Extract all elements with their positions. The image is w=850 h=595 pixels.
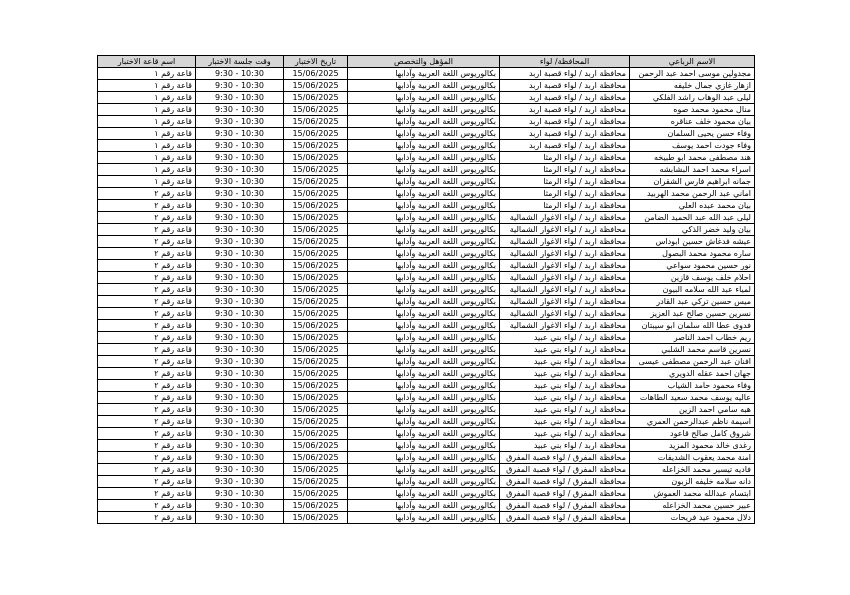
cell-time: 9:30 - 10:30 <box>196 236 284 248</box>
cell-date: 15/06/2025 <box>284 380 348 392</box>
cell-room: قاعة رقم ١ <box>98 68 196 80</box>
cell-name: فاديه تيسير محمد الخزاعله <box>630 464 755 476</box>
cell-room: قاعة رقم ٢ <box>98 236 196 248</box>
cell-date: 15/06/2025 <box>284 260 348 272</box>
table-row <box>98 224 755 236</box>
cell-room: قاعة رقم ٢ <box>98 416 196 428</box>
table-row <box>98 80 755 92</box>
table-row <box>98 212 755 224</box>
cell-governorate: محافظة اربد / لواء الرمثا <box>500 164 630 176</box>
cell-room: قاعة رقم ٢ <box>98 272 196 284</box>
cell-qualification: بكالوريوس اللغة العربية وآدابها <box>348 284 500 296</box>
cell-governorate: محافظة اربد / لواء الاغوار الشمالية <box>500 308 630 320</box>
table-row <box>98 116 755 128</box>
cell-time: 9:30 - 10:30 <box>196 452 284 464</box>
cell-date: 15/06/2025 <box>284 68 348 80</box>
table-row <box>98 200 755 212</box>
table-row <box>98 164 755 176</box>
cell-time: 9:30 - 10:30 <box>196 500 284 512</box>
cell-qualification: بكالوريوس اللغة العربية وآدابها <box>348 440 500 452</box>
cell-name: ازهار غازي جمال خليفه <box>630 80 755 92</box>
cell-room: قاعة رقم ١ <box>98 128 196 140</box>
cell-room: قاعة رقم ٢ <box>98 284 196 296</box>
cell-date: 15/06/2025 <box>284 320 348 332</box>
header-governorate: المحافظة/ لواء <box>500 56 630 68</box>
cell-name: ميس حسين تركي عبد القادر <box>630 296 755 308</box>
cell-time: 9:30 - 10:30 <box>196 68 284 80</box>
cell-room: قاعة رقم ٢ <box>98 260 196 272</box>
cell-time: 9:30 - 10:30 <box>196 440 284 452</box>
cell-time: 9:30 - 10:30 <box>196 152 284 164</box>
table-row <box>98 512 755 524</box>
cell-name: رغدى خالد محمود المزيد <box>630 440 755 452</box>
cell-qualification: بكالوريوس اللغة العربية وآدابها <box>348 464 500 476</box>
table-row <box>98 356 755 368</box>
cell-qualification: بكالوريوس اللغة العربية وآدابها <box>348 224 500 236</box>
cell-governorate: محافظة اربد / لواء قصبة اربد <box>500 140 630 152</box>
cell-qualification: بكالوريوس اللغة العربية وآدابها <box>348 272 500 284</box>
cell-name: ريم خطاب احمد الناصر <box>630 332 755 344</box>
table-row <box>98 104 755 116</box>
table-header-row <box>98 56 755 68</box>
cell-qualification: بكالوريوس اللغة العربية وآدابها <box>348 188 500 200</box>
cell-time: 9:30 - 10:30 <box>196 464 284 476</box>
cell-governorate: محافظة المفرق / لواء قصبة المفرق <box>500 476 630 488</box>
cell-date: 15/06/2025 <box>284 152 348 164</box>
cell-qualification: بكالوريوس اللغة العربية وآدابها <box>348 308 500 320</box>
cell-name: وفاء جودت احمد يوسف <box>630 140 755 152</box>
cell-qualification: بكالوريوس اللغة العربية وآدابها <box>348 488 500 500</box>
cell-name: بيان محمود خلف عناقره <box>630 116 755 128</box>
cell-room: قاعة رقم ١ <box>98 92 196 104</box>
cell-qualification: بكالوريوس اللغة العربية وآدابها <box>348 344 500 356</box>
cell-name: ابتسام عبدالله محمد العموش <box>630 488 755 500</box>
cell-time: 9:30 - 10:30 <box>196 224 284 236</box>
cell-governorate: محافظة اربد / لواء قصبة اربد <box>500 92 630 104</box>
cell-governorate: محافظة اربد / لواء الاغوار الشمالية <box>500 272 630 284</box>
cell-name: اماني عبد الرحمن محمد الهربيد <box>630 188 755 200</box>
cell-room: قاعة رقم ٢ <box>98 188 196 200</box>
cell-time: 9:30 - 10:30 <box>196 332 284 344</box>
cell-governorate: محافظة اربد / لواء الاغوار الشمالية <box>500 260 630 272</box>
cell-room: قاعة رقم ٢ <box>98 464 196 476</box>
cell-date: 15/06/2025 <box>284 104 348 116</box>
cell-room: قاعة رقم ١ <box>98 176 196 188</box>
cell-name: اسيمة ناظم عبدالرحمن العمري <box>630 416 755 428</box>
cell-governorate: محافظة اربد / لواء بني عبيد <box>500 380 630 392</box>
cell-date: 15/06/2025 <box>284 296 348 308</box>
cell-room: قاعة رقم ١ <box>98 80 196 92</box>
cell-qualification: بكالوريوس اللغة العربية وآدابها <box>348 416 500 428</box>
cell-governorate: محافظة اربد / لواء الرمثا <box>500 152 630 164</box>
cell-name: بيان وليد خضر الذكي <box>630 224 755 236</box>
cell-time: 9:30 - 10:30 <box>196 476 284 488</box>
cell-name: ساره محمود محمد البصول <box>630 248 755 260</box>
cell-qualification: بكالوريوس اللغة العربية وآدابها <box>348 236 500 248</box>
cell-room: قاعة رقم ٢ <box>98 344 196 356</box>
cell-date: 15/06/2025 <box>284 404 348 416</box>
cell-qualification: بكالوريوس اللغة العربية وآدابها <box>348 332 500 344</box>
cell-time: 9:30 - 10:30 <box>196 104 284 116</box>
cell-date: 15/06/2025 <box>284 116 348 128</box>
cell-name: اسراء محمد احمد البشابشه <box>630 164 755 176</box>
table-row <box>98 320 755 332</box>
table-row <box>98 284 755 296</box>
cell-time: 9:30 - 10:30 <box>196 92 284 104</box>
table-row <box>98 260 755 272</box>
cell-qualification: بكالوريوس اللغة العربية وآدابها <box>348 500 500 512</box>
cell-time: 9:30 - 10:30 <box>196 212 284 224</box>
cell-qualification: بكالوريوس اللغة العربية وآدابها <box>348 320 500 332</box>
cell-governorate: محافظة اربد / لواء الاغوار الشمالية <box>500 236 630 248</box>
cell-governorate: محافظة اربد / لواء بني عبيد <box>500 356 630 368</box>
cell-room: قاعة رقم ٢ <box>98 500 196 512</box>
cell-time: 9:30 - 10:30 <box>196 188 284 200</box>
cell-governorate: محافظة اربد / لواء الرمثا <box>500 176 630 188</box>
cell-date: 15/06/2025 <box>284 368 348 380</box>
cell-room: قاعة رقم ٢ <box>98 332 196 344</box>
cell-time: 9:30 - 10:30 <box>196 404 284 416</box>
cell-time: 9:30 - 10:30 <box>196 284 284 296</box>
table-row <box>98 176 755 188</box>
cell-governorate: محافظة المفرق / لواء قصبة المفرق <box>500 512 630 524</box>
header-name: الاسم الرباعي <box>630 56 755 68</box>
cell-qualification: بكالوريوس اللغة العربية وآدابها <box>348 476 500 488</box>
table-row <box>98 188 755 200</box>
cell-room: قاعة رقم ٢ <box>98 404 196 416</box>
cell-qualification: بكالوريوس اللغة العربية وآدابها <box>348 68 500 80</box>
cell-time: 9:30 - 10:30 <box>196 416 284 428</box>
cell-date: 15/06/2025 <box>284 464 348 476</box>
cell-name: عاليه يوسف محمد سعيد الطاهات <box>630 392 755 404</box>
cell-governorate: محافظة اربد / لواء بني عبيد <box>500 332 630 344</box>
cell-qualification: بكالوريوس اللغة العربية وآدابها <box>348 80 500 92</box>
cell-qualification: بكالوريوس اللغة العربية وآدابها <box>348 260 500 272</box>
cell-room: قاعة رقم ٢ <box>98 320 196 332</box>
exam-schedule-table <box>97 55 755 524</box>
cell-time: 9:30 - 10:30 <box>196 128 284 140</box>
cell-time: 9:30 - 10:30 <box>196 80 284 92</box>
table-row <box>98 452 755 464</box>
cell-room: قاعة رقم ٢ <box>98 308 196 320</box>
cell-date: 15/06/2025 <box>284 332 348 344</box>
cell-governorate: محافظة اربد / لواء قصبة اربد <box>500 68 630 80</box>
cell-name: افنان عبد الرحمن مصطفى عيسى <box>630 356 755 368</box>
cell-qualification: بكالوريوس اللغة العربية وآدابها <box>348 356 500 368</box>
cell-name: منال محمود محمد صوه <box>630 104 755 116</box>
cell-time: 9:30 - 10:30 <box>196 200 284 212</box>
cell-name: وفاء محمود حامد الشياب <box>630 380 755 392</box>
cell-date: 15/06/2025 <box>284 200 348 212</box>
header-date: تاريخ الاختبار <box>284 56 348 68</box>
table-row <box>98 308 755 320</box>
cell-qualification: بكالوريوس اللغة العربية وآدابها <box>348 116 500 128</box>
cell-time: 9:30 - 10:30 <box>196 176 284 188</box>
cell-governorate: محافظة اربد / لواء بني عبيد <box>500 344 630 356</box>
exam-schedule-sheet <box>97 55 754 524</box>
cell-governorate: محافظة المفرق / لواء قصبة المفرق <box>500 488 630 500</box>
cell-governorate: محافظة اربد / لواء الاغوار الشمالية <box>500 296 630 308</box>
cell-date: 15/06/2025 <box>284 212 348 224</box>
cell-room: قاعة رقم ٢ <box>98 392 196 404</box>
cell-date: 15/06/2025 <box>284 188 348 200</box>
table-row <box>98 500 755 512</box>
cell-governorate: محافظة اربد / لواء الاغوار الشمالية <box>500 248 630 260</box>
cell-room: قاعة رقم ١ <box>98 140 196 152</box>
cell-name: جهان احمد عقله الدويري <box>630 368 755 380</box>
cell-date: 15/06/2025 <box>284 428 348 440</box>
cell-date: 15/06/2025 <box>284 476 348 488</box>
cell-time: 9:30 - 10:30 <box>196 368 284 380</box>
cell-date: 15/06/2025 <box>284 344 348 356</box>
table-row <box>98 332 755 344</box>
cell-name: عيشه فدغاش حسين ابوداس <box>630 236 755 248</box>
cell-room: قاعة رقم ١ <box>98 116 196 128</box>
cell-date: 15/06/2025 <box>284 500 348 512</box>
cell-qualification: بكالوريوس اللغة العربية وآدابها <box>348 152 500 164</box>
cell-room: قاعة رقم ٢ <box>98 428 196 440</box>
table-row <box>98 344 755 356</box>
cell-qualification: بكالوريوس اللغة العربية وآدابها <box>348 104 500 116</box>
cell-time: 9:30 - 10:30 <box>196 356 284 368</box>
cell-name: هند مصطفى محمد ابو طبيخه <box>630 152 755 164</box>
cell-date: 15/06/2025 <box>284 128 348 140</box>
cell-date: 15/06/2025 <box>284 356 348 368</box>
cell-qualification: بكالوريوس اللغة العربية وآدابها <box>348 428 500 440</box>
cell-qualification: بكالوريوس اللغة العربية وآدابها <box>348 404 500 416</box>
cell-qualification: بكالوريوس اللغة العربية وآدابها <box>348 248 500 260</box>
cell-governorate: محافظة اربد / لواء الاغوار الشمالية <box>500 224 630 236</box>
cell-qualification: بكالوريوس اللغة العربية وآدابها <box>348 296 500 308</box>
cell-governorate: محافظة اربد / لواء بني عبيد <box>500 404 630 416</box>
cell-governorate: محافظة اربد / لواء الرمثا <box>500 200 630 212</box>
table-row <box>98 428 755 440</box>
table-row <box>98 464 755 476</box>
cell-name: بيان محمد عبده العلي <box>630 200 755 212</box>
cell-time: 9:30 - 10:30 <box>196 488 284 500</box>
cell-time: 9:30 - 10:30 <box>196 140 284 152</box>
cell-date: 15/06/2025 <box>284 140 348 152</box>
table-row <box>98 236 755 248</box>
cell-date: 15/06/2025 <box>284 440 348 452</box>
cell-qualification: بكالوريوس اللغة العربية وآدابها <box>348 368 500 380</box>
cell-date: 15/06/2025 <box>284 80 348 92</box>
cell-governorate: محافظة اربد / لواء بني عبيد <box>500 428 630 440</box>
cell-governorate: محافظة المفرق / لواء قصبة المفرق <box>500 464 630 476</box>
cell-time: 9:30 - 10:30 <box>196 296 284 308</box>
cell-qualification: بكالوريوس اللغة العربية وآدابها <box>348 512 500 524</box>
cell-room: قاعة رقم ٢ <box>98 452 196 464</box>
cell-name: ليلى عبد الوهاب راشد الفلكي <box>630 92 755 104</box>
cell-date: 15/06/2025 <box>284 224 348 236</box>
cell-name: احلام خلف يوسف قازين <box>630 272 755 284</box>
cell-time: 9:30 - 10:30 <box>196 272 284 284</box>
cell-room: قاعة رقم ٢ <box>98 380 196 392</box>
cell-room: قاعة رقم ٢ <box>98 368 196 380</box>
table-row <box>98 380 755 392</box>
cell-time: 9:30 - 10:30 <box>196 428 284 440</box>
cell-governorate: محافظة اربد / لواء بني عبيد <box>500 416 630 428</box>
cell-governorate: محافظة اربد / لواء الرمثا <box>500 188 630 200</box>
cell-qualification: بكالوريوس اللغة العربية وآدابها <box>348 200 500 212</box>
cell-date: 15/06/2025 <box>284 176 348 188</box>
cell-date: 15/06/2025 <box>284 164 348 176</box>
cell-date: 15/06/2025 <box>284 488 348 500</box>
cell-qualification: بكالوريوس اللغة العربية وآدابها <box>348 212 500 224</box>
cell-governorate: محافظة اربد / لواء قصبة اربد <box>500 80 630 92</box>
cell-date: 15/06/2025 <box>284 308 348 320</box>
table-row <box>98 368 755 380</box>
cell-governorate: محافظة اربد / لواء الاغوار الشمالية <box>500 284 630 296</box>
cell-name: عبير حسين محمد الخزاعله <box>630 500 755 512</box>
cell-time: 9:30 - 10:30 <box>196 260 284 272</box>
table-row <box>98 296 755 308</box>
cell-governorate: محافظة اربد / لواء بني عبيد <box>500 392 630 404</box>
table-row <box>98 272 755 284</box>
cell-name: هبه سامي احمد الزين <box>630 404 755 416</box>
cell-room: قاعة رقم ٢ <box>98 512 196 524</box>
cell-qualification: بكالوريوس اللغة العربية وآدابها <box>348 380 500 392</box>
cell-governorate: محافظة اربد / لواء بني عبيد <box>500 368 630 380</box>
table-row <box>98 440 755 452</box>
cell-room: قاعة رقم ٢ <box>98 476 196 488</box>
cell-time: 9:30 - 10:30 <box>196 164 284 176</box>
cell-governorate: محافظة المفرق / لواء قصبة المفرق <box>500 500 630 512</box>
cell-time: 9:30 - 10:30 <box>196 344 284 356</box>
cell-time: 9:30 - 10:30 <box>196 380 284 392</box>
table-row <box>98 68 755 80</box>
cell-time: 9:30 - 10:30 <box>196 116 284 128</box>
table-row <box>98 140 755 152</box>
cell-date: 15/06/2025 <box>284 272 348 284</box>
cell-date: 15/06/2025 <box>284 236 348 248</box>
table-row <box>98 476 755 488</box>
cell-qualification: بكالوريوس اللغة العربية وآدابها <box>348 164 500 176</box>
cell-name: مجدولين موسى احمد عبد الرحمن <box>630 68 755 80</box>
cell-governorate: محافظة اربد / لواء قصبة اربد <box>500 116 630 128</box>
cell-date: 15/06/2025 <box>284 416 348 428</box>
cell-date: 15/06/2025 <box>284 284 348 296</box>
cell-time: 9:30 - 10:30 <box>196 308 284 320</box>
cell-date: 15/06/2025 <box>284 92 348 104</box>
table-row <box>98 416 755 428</box>
cell-room: قاعة رقم ٢ <box>98 296 196 308</box>
cell-name: نور حسين محمود سواعي <box>630 260 755 272</box>
cell-name: نسرين حسين صالح عبد العزيز <box>630 308 755 320</box>
cell-qualification: بكالوريوس اللغة العربية وآدابها <box>348 176 500 188</box>
cell-governorate: محافظة اربد / لواء قصبة اربد <box>500 128 630 140</box>
cell-qualification: بكالوريوس اللغة العربية وآدابها <box>348 92 500 104</box>
cell-room: قاعة رقم ٢ <box>98 488 196 500</box>
cell-date: 15/06/2025 <box>284 392 348 404</box>
cell-name: دلال محمود عيد فريحات <box>630 512 755 524</box>
cell-governorate: محافظة اربد / لواء بني عبيد <box>500 440 630 452</box>
table-row <box>98 248 755 260</box>
cell-name: نسرين قاسم محمد الشلبي <box>630 344 755 356</box>
cell-room: قاعة رقم ١ <box>98 104 196 116</box>
table-row <box>98 392 755 404</box>
cell-name: جمانه ابراهيم فارس الشقران <box>630 176 755 188</box>
cell-governorate: محافظة اربد / لواء الاغوار الشمالية <box>500 320 630 332</box>
cell-qualification: بكالوريوس اللغة العربية وآدابها <box>348 452 500 464</box>
cell-qualification: بكالوريوس اللغة العربية وآدابها <box>348 392 500 404</box>
cell-time: 9:30 - 10:30 <box>196 248 284 260</box>
table-row <box>98 152 755 164</box>
table-row <box>98 92 755 104</box>
cell-time: 9:30 - 10:30 <box>196 512 284 524</box>
cell-name: دانه سلامه خليفه الزبون <box>630 476 755 488</box>
header-time: وقت جلسة الاختبار <box>196 56 284 68</box>
cell-room: قاعة رقم ١ <box>98 164 196 176</box>
cell-time: 9:30 - 10:30 <box>196 392 284 404</box>
cell-room: قاعة رقم ٢ <box>98 440 196 452</box>
cell-room: قاعة رقم ٢ <box>98 200 196 212</box>
cell-name: وفاء حسن يحيى السلمان <box>630 128 755 140</box>
header-qualification: المؤهل والتخصص <box>348 56 500 68</box>
cell-date: 15/06/2025 <box>284 512 348 524</box>
cell-governorate: محافظة اربد / لواء قصبة اربد <box>500 104 630 116</box>
cell-name: فدوى عطا الله سلمان ابو سيبتان <box>630 320 755 332</box>
cell-name: امنة محمد يعقوب الشديفات <box>630 452 755 464</box>
cell-governorate: محافظة المفرق / لواء قصبة المفرق <box>500 452 630 464</box>
cell-room: قاعة رقم ٢ <box>98 248 196 260</box>
cell-qualification: بكالوريوس اللغة العربية وآدابها <box>348 128 500 140</box>
cell-date: 15/06/2025 <box>284 248 348 260</box>
header-room: اسم قاعة الاختبار <box>98 56 196 68</box>
cell-governorate: محافظة اربد / لواء الاغوار الشمالية <box>500 212 630 224</box>
table-row <box>98 404 755 416</box>
cell-room: قاعة رقم ١ <box>98 152 196 164</box>
cell-room: قاعة رقم ٢ <box>98 212 196 224</box>
cell-room: قاعة رقم ٢ <box>98 356 196 368</box>
table-row <box>98 488 755 500</box>
cell-room: قاعة رقم ٢ <box>98 224 196 236</box>
table-row <box>98 128 755 140</box>
cell-name: ليلى عبد الله عبد الحميد الضامن <box>630 212 755 224</box>
cell-qualification: بكالوريوس اللغة العربية وآدابها <box>348 140 500 152</box>
cell-name: لمياء عبد الله سلامه البيون <box>630 284 755 296</box>
cell-time: 9:30 - 10:30 <box>196 320 284 332</box>
cell-date: 15/06/2025 <box>284 452 348 464</box>
cell-name: شروق كامل صالح قاعود <box>630 428 755 440</box>
